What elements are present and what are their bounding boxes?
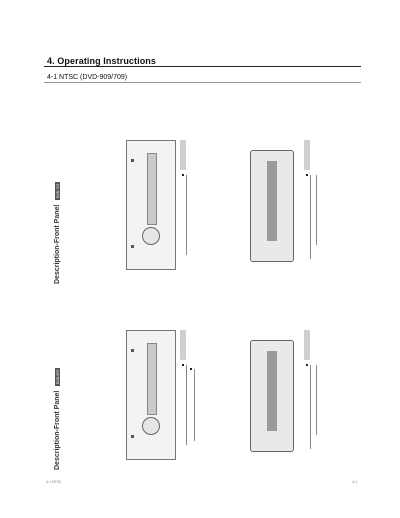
legend-list-right xyxy=(180,174,198,264)
player-illustration-left xyxy=(126,330,176,460)
front-panel-left-title: Description-Front Panel xyxy=(54,390,61,470)
jog-dial xyxy=(142,227,160,245)
display-legend-list-left xyxy=(304,364,328,454)
front-panel-left-label xyxy=(54,368,61,470)
model-badge-right: DVD-709 xyxy=(55,183,60,199)
legend-text-line xyxy=(310,175,311,259)
legend-text-line xyxy=(186,175,187,255)
front-panel-right-label xyxy=(54,182,61,284)
legend-bullet xyxy=(182,174,184,176)
front-panel-right-title: Description-Front Panel xyxy=(54,204,61,284)
title-rule xyxy=(44,66,361,67)
legend-text-line xyxy=(316,365,317,435)
legend-bullet xyxy=(306,364,308,366)
disc-tray xyxy=(147,153,157,225)
legend-header-left xyxy=(180,330,186,360)
page-title: 4. Operating Instructions xyxy=(47,56,157,66)
power-button-illustration xyxy=(131,349,134,352)
display-illustration-left xyxy=(250,340,294,452)
legend-text-line xyxy=(316,175,317,245)
model-badge-left: DVD-909 xyxy=(55,369,60,385)
jog-dial xyxy=(142,417,160,435)
display-segments xyxy=(267,161,277,241)
section-rule xyxy=(44,82,361,83)
footer-left: 4-1 NTSC xyxy=(46,480,62,484)
display-segments xyxy=(267,351,277,431)
display-illustration-right xyxy=(250,150,294,262)
disc-tray xyxy=(147,343,157,415)
display-legend-header-right xyxy=(304,140,310,170)
display-legend-header-left xyxy=(304,330,310,360)
open-close-button-illustration xyxy=(131,245,134,248)
player-illustration-right xyxy=(126,140,176,270)
power-button-illustration xyxy=(131,159,134,162)
footer-right: 4-1 xyxy=(352,480,358,484)
section-title: 4-1 NTSC (DVD-909/709) xyxy=(47,74,128,81)
legend-text-line xyxy=(186,365,187,445)
legend-list-left xyxy=(180,364,198,454)
legend-bullet xyxy=(182,364,184,366)
legend-header-right xyxy=(180,140,186,170)
legend-bullet xyxy=(306,174,308,176)
legend-bullet xyxy=(190,368,192,370)
open-close-button-illustration xyxy=(131,435,134,438)
display-legend-list-right xyxy=(304,174,328,264)
legend-text-line xyxy=(194,369,195,441)
legend-text-line xyxy=(310,365,311,449)
